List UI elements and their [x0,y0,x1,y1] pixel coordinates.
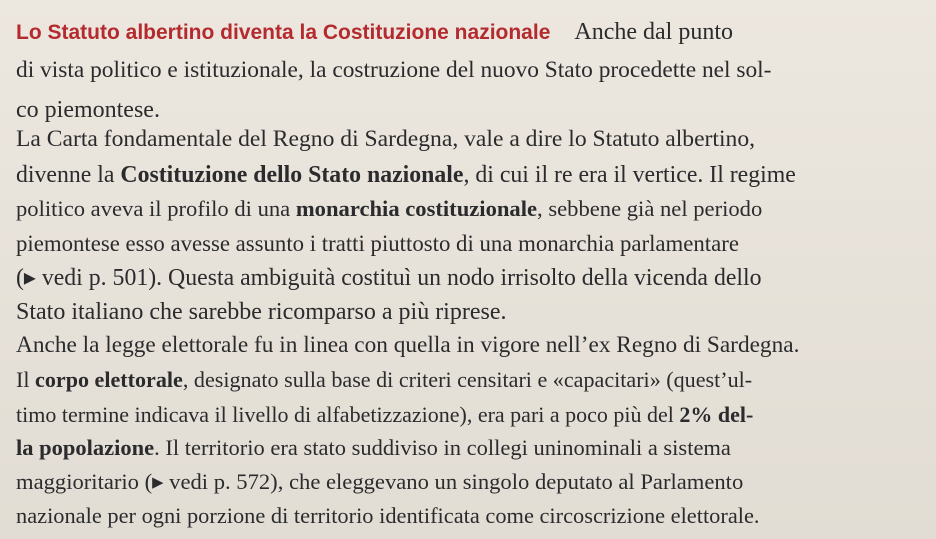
bold-term: Costituzione dello Stato nazionale [120,162,464,188]
text-segment: . Il territorio era stato suddiviso in collegi uninominali a sistema [154,435,731,460]
text-line-13 [16,433,731,463]
text-segment: vedi p. 572), che eleggevano un singolo deputato al Parlamento [163,469,744,494]
page-reference-arrow-icon: ▸ [152,469,164,494]
text-segment: vedi p. 501). Questa ambiguità costituì un nodo irrisolto della vicenda dello [35,265,762,291]
text-segment: , designato sulla base di criteri censitari e «capacitari» (quest’ul- [182,367,753,392]
text-segment: divenne la [16,162,121,188]
text-segment: , di cui il re era il vertice. Il regime [463,162,796,188]
text-line-4: La Carta fondamentale del Regno di Sardegna, vale a dire lo Statuto albertino, [16,126,756,152]
section-heading-line [16,17,733,48]
text-line-10: Anche la legge elettorale fu in linea con quella in vigore nell’ex Regno di Sardegna. [16,332,800,358]
bold-term: la popolazione [16,435,155,460]
text-line-2: di vista politico e istituzionale, la costruzione del nuovo Stato procedette nel sol- [16,57,772,83]
bold-term: 2% del- [679,402,754,427]
text-line-6 [16,194,762,224]
text-line-11 [16,365,752,395]
text-line-8 [16,263,762,293]
page-reference-arrow-icon: (▸ [16,265,36,291]
text-line-7: piemontese esso avesse assunto i tratti piuttosto di una monarchia parlamentare [16,231,739,256]
line1-text: Anche dal punto [574,19,733,45]
text-line-15: nazionale per ogni porzione di territorio identificata come circoscrizione elettorale. [16,503,760,528]
text-segment: Il [16,367,36,392]
text-line-14 [16,467,743,497]
text-segment: timo termine indicava il livello di alfabetizzazione), era pari a poco più del [16,402,680,427]
bold-term: monarchia costituzionale [295,196,538,221]
heading-spacer [550,19,574,45]
text-line-5 [16,160,796,190]
text-line-3: co piemontese. [16,97,160,123]
section-heading: Lo Statuto albertino diventa la Costituzione nazionale [16,21,551,44]
text-segment: , sebbene già nel periodo [537,196,763,221]
text-segment: politico aveva il profilo di una [16,196,296,221]
text-line-12 [16,400,753,430]
text-segment: maggioritario ( [16,469,153,494]
bold-term: corpo elettorale [35,367,183,392]
text-line-9: Stato italiano che sarebbe ricomparso a più riprese. [16,299,507,325]
